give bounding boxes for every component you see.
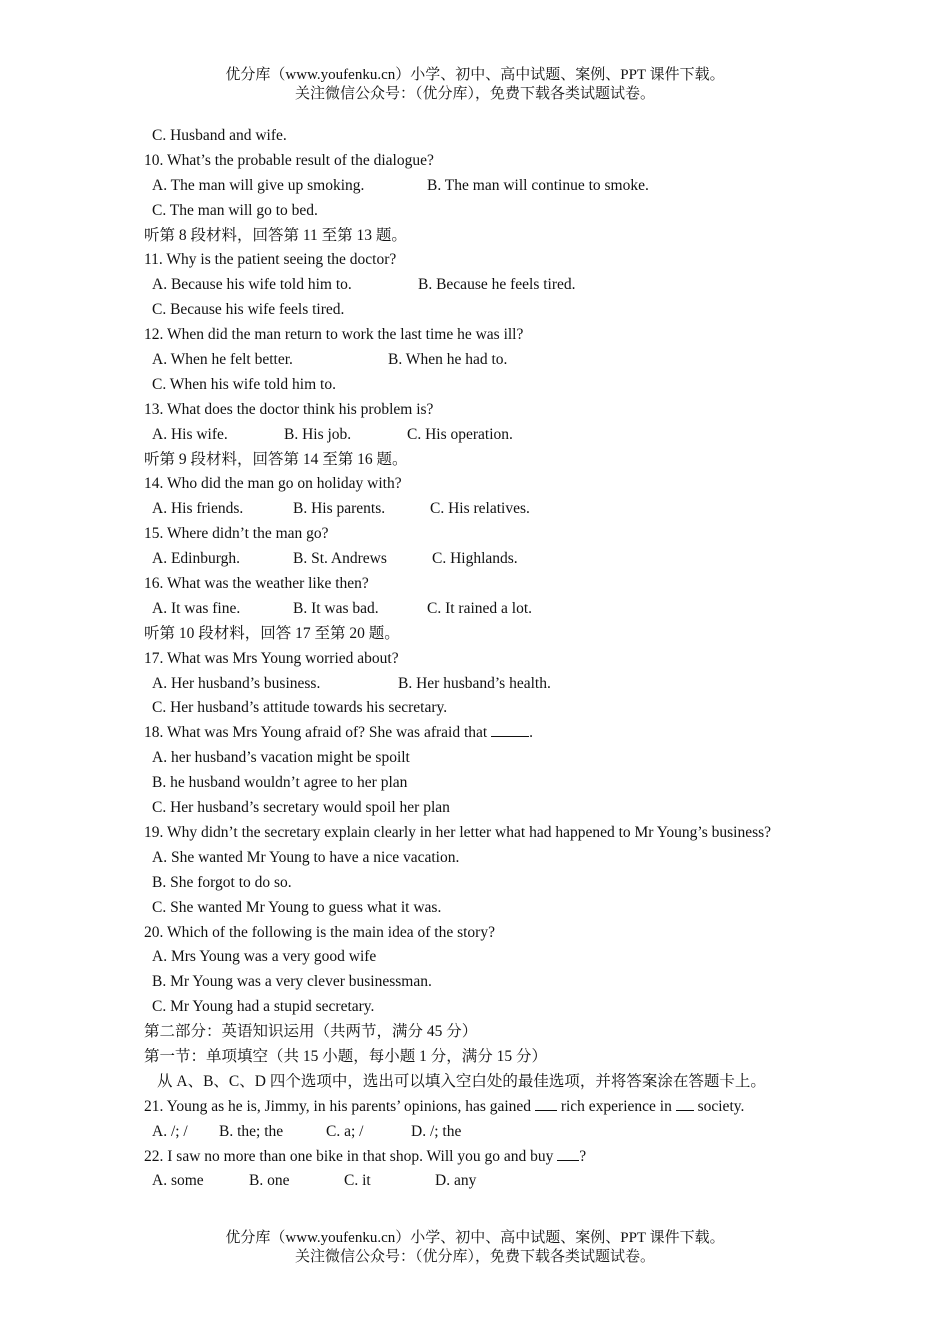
option-c: C. It rained a lot. <box>427 599 533 617</box>
footer-line-2: 关注微信公众号：（优分库），免费下载各类试题试卷。 <box>294 1249 655 1265</box>
option-line <box>144 1120 806 1145</box>
section-instruction: 听第 9 段材料，回答第 14 至第 16 题。 <box>144 450 408 468</box>
option-d: D. any <box>435 1172 477 1190</box>
option-line: C. The man will go to bed. <box>152 201 318 219</box>
option-b: B. Her husband’s health. <box>398 674 551 692</box>
option-line <box>144 547 806 572</box>
option-b: B. St. Andrews <box>293 550 387 568</box>
option-b: B. When he had to. <box>388 351 508 369</box>
question-11: 11. Why is the patient seeing the doctor? <box>144 251 397 269</box>
option-line: C. When his wife told him to. <box>152 375 336 393</box>
question-21-part-1: 21. Young as he is, Jimmy, in his parents’ opinions, has gained <box>144 1097 532 1115</box>
page-footer <box>0 1229 950 1267</box>
question-20: 20. Which of the following is the main idea of the story? <box>144 923 495 941</box>
exam-content <box>144 124 806 1194</box>
question-21-part-3: society. <box>697 1097 745 1115</box>
answer-blank <box>557 1146 579 1161</box>
option-a: A. His wife. <box>152 425 228 443</box>
option-line: C. Her husband’s secretary would spoil her plan <box>152 799 450 817</box>
question-16: 16. What was the weather like then? <box>144 575 369 593</box>
option-line: B. he husband wouldn’t agree to her plan <box>152 774 408 792</box>
option-line <box>144 273 806 298</box>
option-line <box>144 497 806 522</box>
option-line: A. Mrs Young was a very good wife <box>152 948 377 966</box>
option-line: B. She forgot to do so. <box>152 873 292 891</box>
option-line <box>144 174 806 199</box>
option-a: A. Edinburgh. <box>152 550 240 568</box>
option-b: B. His job. <box>284 425 352 443</box>
option-a: A. The man will give up smoking. <box>152 176 365 194</box>
question-21-part-2: rich experience in <box>560 1097 672 1115</box>
option-c: C. Highlands. <box>432 550 518 568</box>
option-a: A. Because his wife told him to. <box>152 276 352 294</box>
question-18-text: 18. What was Mrs Young afraid of? She was afraid that <box>144 724 488 742</box>
question-19: 19. Why didn’t the secretary explain clearly in her letter what had happened to Mr Young’s business? <box>144 823 772 841</box>
option-c: C. His relatives. <box>430 500 530 518</box>
option-a: A. When he felt better. <box>152 351 293 369</box>
option-line <box>144 423 806 448</box>
page-header <box>0 66 950 104</box>
option-a: A. some <box>152 1172 204 1190</box>
option-a: A. His friends. <box>152 500 244 518</box>
option-b: B. the; the <box>219 1122 284 1140</box>
question-21 <box>144 1095 806 1120</box>
option-c: C. it <box>344 1172 371 1190</box>
question-22-text: 22. I saw no more than one bike in that shop. Will you go and buy <box>144 1147 554 1165</box>
option-line <box>144 597 806 622</box>
option-line: A. She wanted Mr Young to have a nice vacation. <box>152 848 460 866</box>
section-heading: 第一节：单项填空（共 15 小题，每小题 1 分，满分 15 分） <box>144 1047 548 1065</box>
answer-blank <box>491 722 529 737</box>
option-line: A. her husband’s vacation might be spoilt <box>152 749 410 767</box>
option-a: A. It was fine. <box>152 599 241 617</box>
section-instruction: 听第 8 段材料，回答第 11 至第 13 题。 <box>144 226 407 244</box>
option-b: B. The man will continue to smoke. <box>427 176 649 194</box>
option-c: C. His operation. <box>407 425 513 443</box>
question-13: 13. What does the doctor think his problem is? <box>144 400 434 418</box>
question-12: 12. When did the man return to work the last time he was ill? <box>144 326 524 344</box>
option-line: C. Her husband’s attitude towards his secretary. <box>152 699 448 717</box>
option-line: B. Mr Young was a very clever businessman. <box>152 973 432 991</box>
option-line <box>144 1169 806 1194</box>
question-18 <box>144 721 806 746</box>
option-line: C. She wanted Mr Young to guess what it was. <box>152 898 442 916</box>
question-15: 15. Where didn’t the man go? <box>144 525 329 543</box>
question-10: 10. What’s the probable result of the dialogue? <box>144 151 434 169</box>
option-line <box>144 348 806 373</box>
option-b: B. It was bad. <box>293 599 379 617</box>
option-a: A. /; / <box>152 1122 188 1140</box>
option-d: D. /; the <box>411 1122 462 1140</box>
question-22 <box>144 1145 806 1170</box>
question-17: 17. What was Mrs Young worried about? <box>144 649 399 667</box>
option-a: A. Her husband’s business. <box>152 674 321 692</box>
section-instruction: 听第 10 段材料，回答 17 至第 20 题。 <box>144 624 400 642</box>
header-line-1: 优分库（www.youfenku.cn）小学、初中、高中试题、案例、PPT 课件下载。 <box>225 67 725 83</box>
section-directions: 从 A、B、C、D 四个选项中，选出可以填入空白处的最佳选项，并将答案涂在答题卡上。 <box>157 1072 766 1090</box>
question-18-end: . <box>529 724 533 742</box>
option-line: C. Because his wife feels tired. <box>152 301 345 319</box>
option-line: C. Mr Young had a stupid secretary. <box>152 998 375 1016</box>
header-line-2: 关注微信公众号：（优分库），免费下载各类试题试卷。 <box>294 86 655 102</box>
option-b: B. His parents. <box>293 500 386 518</box>
part-heading: 第二部分：英语知识运用（共两节，满分 45 分） <box>144 1023 478 1041</box>
question-14: 14. Who did the man go on holiday with? <box>144 475 402 493</box>
footer-line-1: 优分库（www.youfenku.cn）小学、初中、高中试题、案例、PPT 课件下载。 <box>225 1230 725 1246</box>
answer-blank <box>535 1096 557 1111</box>
question-22-end: ? <box>579 1147 587 1165</box>
option-line: C. Husband and wife. <box>152 127 287 144</box>
option-b: B. Because he feels tired. <box>418 276 576 294</box>
option-b: B. one <box>249 1172 290 1190</box>
option-c: C. a; / <box>326 1122 364 1140</box>
answer-blank <box>676 1096 694 1111</box>
option-line <box>144 672 806 697</box>
